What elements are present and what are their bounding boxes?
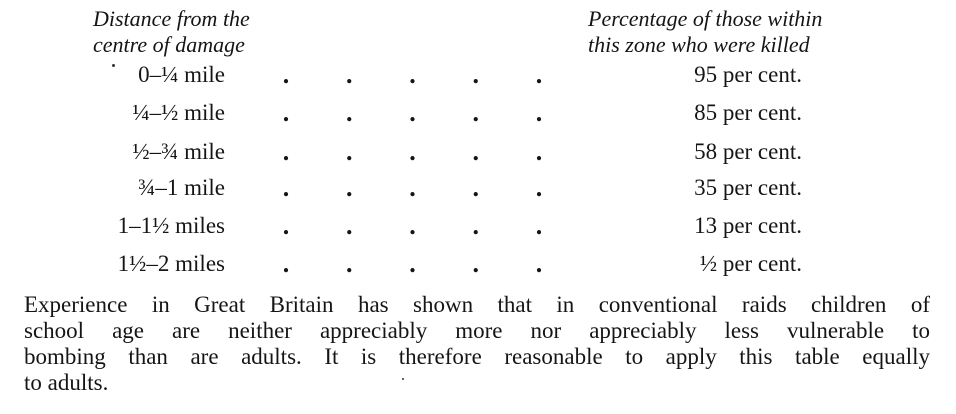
distance-cell: ½–¾ mile	[132, 139, 225, 164]
percentage-header-line-1: Percentage of those within	[588, 6, 823, 31]
distance-column-header	[93, 6, 250, 58]
paragraph-line: Experience in Great Britain has shown that in conventional raids children of	[24, 292, 930, 317]
dot-leader: . . . . .	[282, 249, 543, 278]
dot-leader: . . . . .	[282, 137, 543, 166]
dot-leader: . . . . .	[282, 60, 543, 89]
percentage-cell: 58 per cent.	[694, 139, 802, 164]
dot-leader: . . . . .	[282, 98, 543, 127]
percentage-cell: 85 per cent.	[694, 100, 802, 125]
table-row	[0, 58, 956, 92]
distance-cell: ¼–½ mile	[132, 100, 225, 125]
table-row	[0, 171, 956, 205]
distance-cell: ¾–1 mile	[138, 175, 225, 200]
paragraph-line: to adults.	[24, 370, 109, 395]
table-row	[0, 209, 956, 243]
percentage-cell: 35 per cent.	[694, 175, 802, 200]
percentage-cell: 95 per cent.	[694, 62, 802, 87]
distance-cell: 0–¼ mile	[138, 62, 225, 87]
percentage-header-line-2: this zone who were killed	[588, 32, 810, 57]
paragraph-line: school age are neither appreciably more nor appreciably less vulnerable to	[24, 318, 930, 343]
body-paragraph	[24, 292, 930, 396]
percentage-cell: 13 per cent.	[694, 213, 802, 238]
print-speck	[402, 378, 404, 380]
distance-cell: 1–1½ miles	[117, 213, 225, 238]
dot-leader: . . . . .	[282, 211, 543, 240]
table-row	[0, 96, 956, 130]
distance-header-line-2: centre of damage	[93, 32, 245, 57]
table-row	[0, 135, 956, 169]
table-row	[0, 247, 956, 281]
percentage-cell: ½ per cent.	[699, 251, 802, 276]
print-speck	[112, 64, 115, 67]
dot-leader: . . . . .	[282, 173, 543, 202]
paragraph-line: bombing than are adults. It is therefore reasonable to apply this table equally	[24, 344, 930, 369]
distance-cell: 1½–2 miles	[117, 251, 225, 276]
distance-header-line-1: Distance from the	[93, 6, 250, 31]
percentage-column-header	[588, 6, 822, 58]
